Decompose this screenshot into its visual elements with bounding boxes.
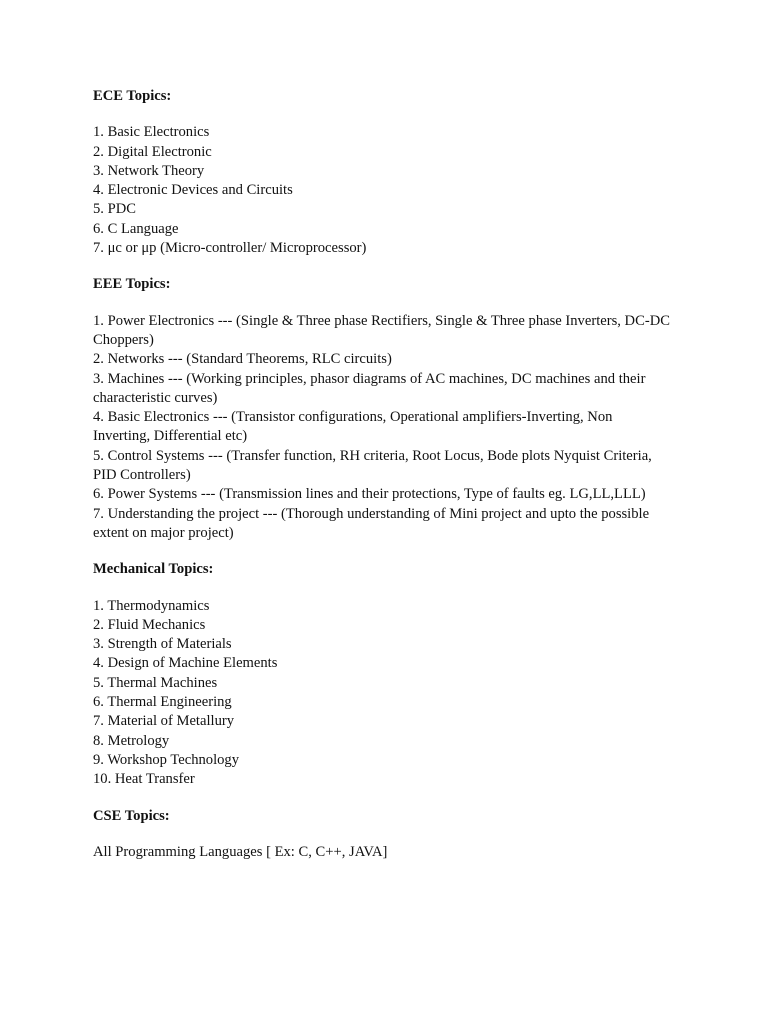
spacer <box>93 106 673 123</box>
section-heading-ece: ECE Topics: <box>93 88 172 104</box>
spacer <box>93 580 673 597</box>
spacer <box>93 295 673 312</box>
list-item: 4. Basic Electronics --- (Transistor configurations, Operational amplifiers-Inverting, Non Inverting, Differential etc) <box>93 409 613 445</box>
list-item: 2. Digital Electronic <box>93 143 212 160</box>
list-item: 9. Workshop Technology <box>93 751 240 768</box>
list-item: 5. PDC <box>93 201 136 218</box>
list-item: 4. Electronic Devices and Circuits <box>93 182 293 199</box>
document-page <box>93 87 673 862</box>
list-item: 4. Design of Machine Elements <box>93 655 278 672</box>
list-item: 1. Thermodynamics <box>93 597 210 614</box>
list-item: 10. Heat Transfer <box>93 771 195 788</box>
spacer <box>93 258 673 275</box>
list-item: 6. Thermal Engineering <box>93 694 232 711</box>
section-heading-cse: CSE Topics: <box>93 807 170 824</box>
section-heading-eee: EEE Topics: <box>93 276 171 293</box>
mechanical-topic-list <box>93 597 673 790</box>
section-heading-mechanical: Mechanical Topics: <box>93 561 214 578</box>
list-item: 2. Networks --- (Standard Theorems, RLC circuits) <box>93 351 392 368</box>
list-item: 6. Power Systems --- (Transmission lines and their protections, Type of faults eg. LG,LL,LLL) <box>93 486 646 503</box>
list-item: 2. Fluid Mechanics <box>93 616 206 633</box>
list-item: 5. Thermal Machines <box>93 674 218 691</box>
cse-topic-text: All Programming Languages [ Ex: C, C++, JAVA] <box>93 843 388 860</box>
list-item: 5. Control Systems --- (Transfer function, RH criteria, Root Locus, Bode plots Nyquist Criteria, PID Controllers) <box>93 447 652 484</box>
eee-topic-list <box>93 312 673 544</box>
ece-topic-list <box>93 123 673 258</box>
list-item: 3. Strength of Materials <box>93 636 232 653</box>
list-item: 8. Metrology <box>93 732 170 749</box>
list-item: 3. Machines --- (Working principles, phasor diagrams of AC machines, DC machines and their characteristic curves) <box>93 370 646 406</box>
list-item: 7. Understanding the project --- (Thorough understanding of Mini project and upto the possible extent on major project) <box>93 505 650 541</box>
list-item: 3. Network Theory <box>93 162 205 179</box>
spacer <box>93 826 673 843</box>
spacer <box>93 543 673 560</box>
list-item: 6. C Language <box>93 220 179 237</box>
list-item: 1. Basic Electronics <box>93 124 210 141</box>
list-item: 7. μc or μp (Micro-controller/ Microprocessor) <box>93 240 367 257</box>
spacer <box>93 790 673 807</box>
list-item: 7. Material of Metallury <box>93 713 235 730</box>
list-item: 1. Power Electronics --- (Single & Three phase Rectifiers, Single & Three phase Inverters, DC-DC Choppers) <box>93 312 670 348</box>
